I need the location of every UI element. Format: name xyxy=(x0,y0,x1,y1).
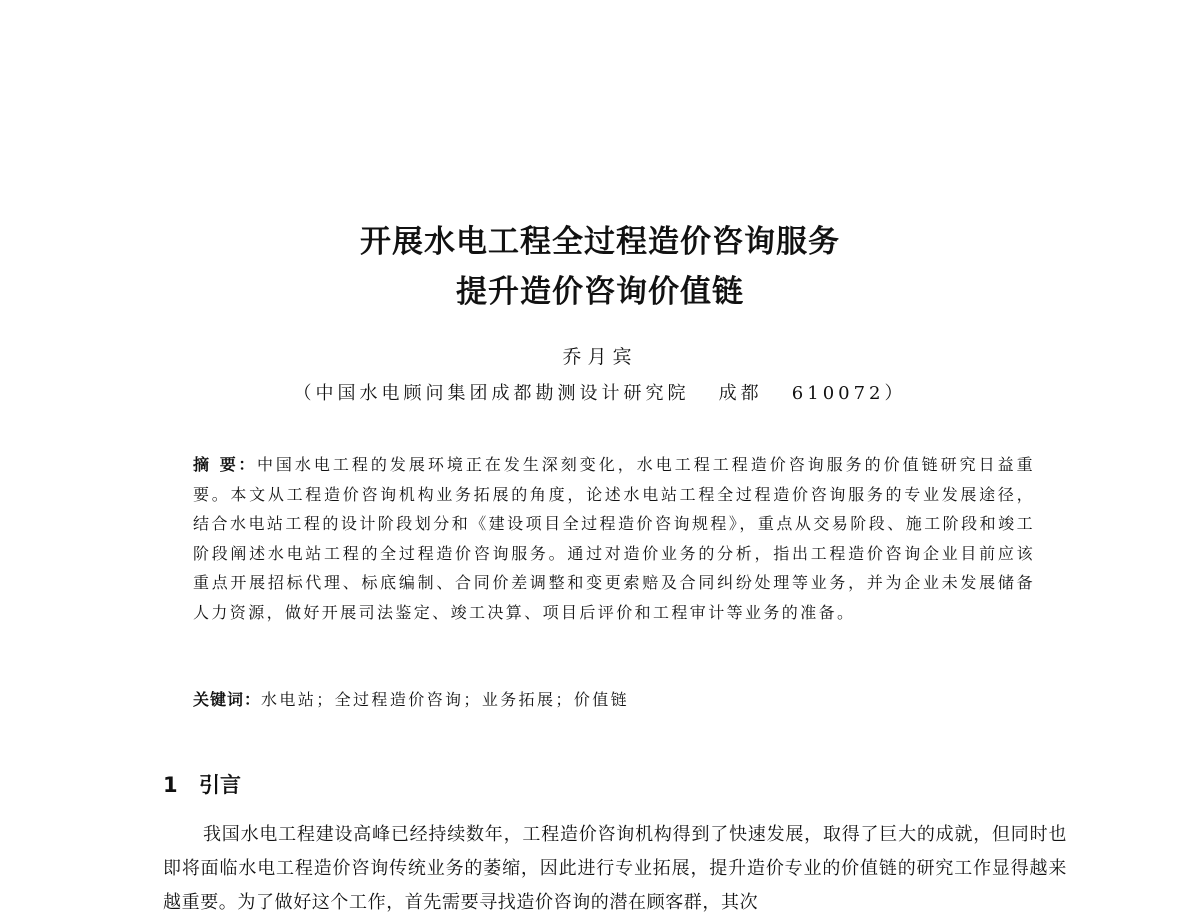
abstract-block xyxy=(193,450,1035,627)
abstract-label: 摘 要： xyxy=(193,455,257,474)
keywords-label: 关键词： xyxy=(193,690,262,709)
keywords-text: 水电站；全过程造价咨询；业务拓展；价值链 xyxy=(261,690,630,709)
paper-title-line-1: 开展水电工程全过程造价咨询服务 xyxy=(360,224,840,260)
abstract-text: 中国水电工程的发展环境正在发生深刻变化，水电工程工程造价咨询服务的价值链研究日益重要。本文从工程造价咨询机构业务拓展的角度，论述水电站工程全过程造价咨询服务的专业发展途径，结合水电站工程的设计阶段划分和《建设项目全过程造价咨询规程》，重点从交易阶段、施工阶段和竣工阶段阐述水电站工程的全过程造价咨询服务。通过对造价业务的分析，指出工程造价咨询企业目前应该重点开展招标代理、标底编制、合同价差调整和变更索赔及合同纠纷处理等业务，并为企业未发展储备人力资源，做好开展司法鉴定、竣工决算、项目后评价和工程审计等业务的准备。 xyxy=(193,455,1035,622)
paper-title-line-2: 提升造价咨询价值链 xyxy=(456,274,744,310)
author-affiliation: （中国水电顾问集团成都勘测设计研究院 成都 610072） xyxy=(293,383,907,404)
section-number: 1 xyxy=(163,773,178,797)
body-paragraph: 我国水电工程建设高峰已经持续数年，工程造价咨询机构得到了快速发展，取得了巨大的成就，但同时也即将面临水电工程造价咨询传统业务的萎缩，因此进行专业拓展，提升造价专业的价值链的研究工作显得越来越重要。为了做好这个工作，首先需要寻找造价咨询的潜在顾客群，其次 xyxy=(163,824,1067,913)
section-heading xyxy=(163,770,241,800)
keywords-block xyxy=(193,686,1035,714)
section-title: 引言 xyxy=(199,773,241,797)
author-name: 乔月宾 xyxy=(562,346,638,368)
